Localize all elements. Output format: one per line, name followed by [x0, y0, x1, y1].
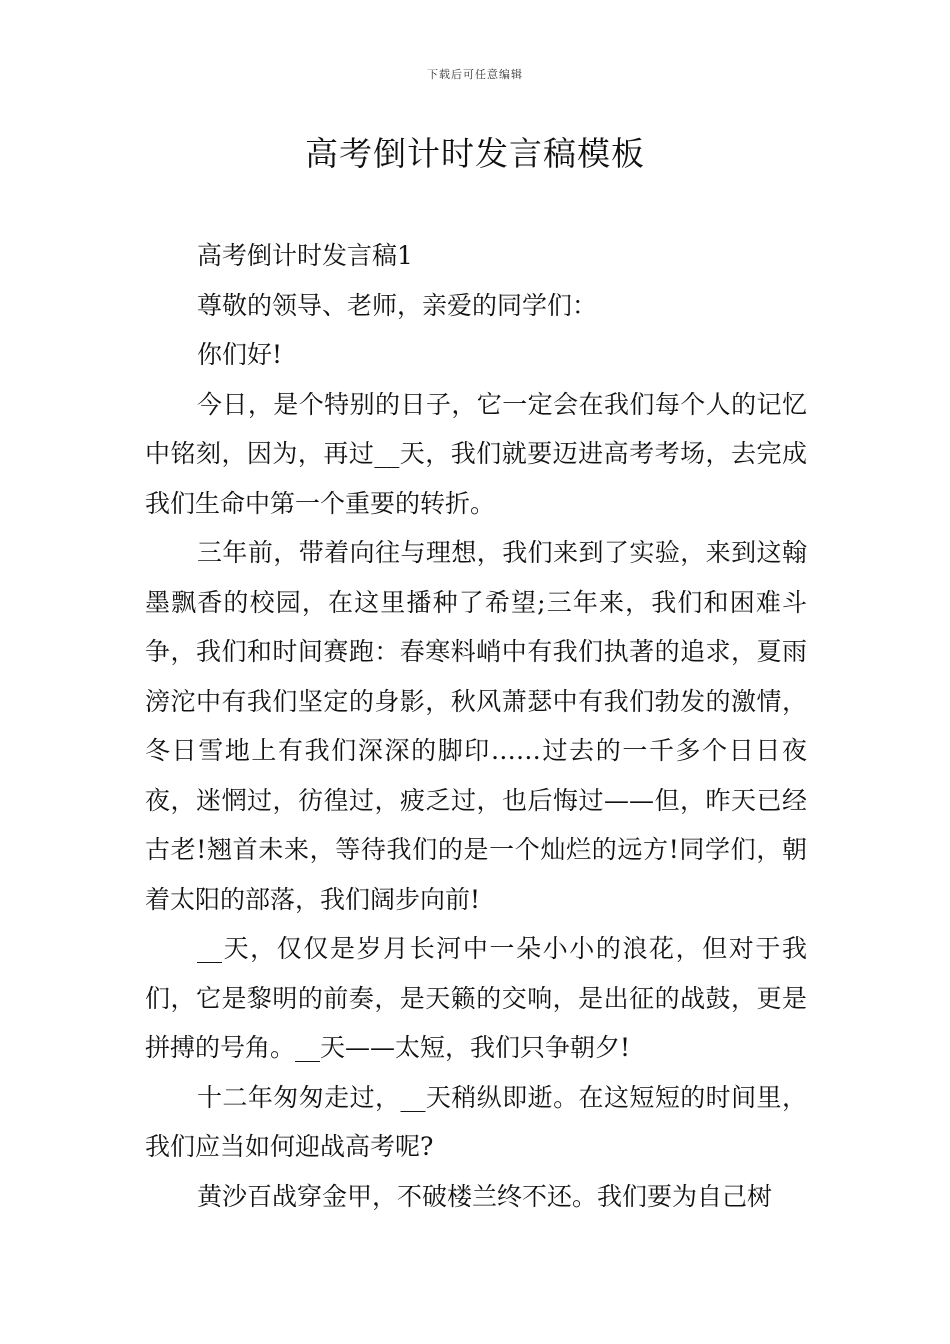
document-title: 高考倒计时发言稿模板 [305, 134, 645, 173]
body-paragraph: 黄沙百战穿金甲，不破楼兰终不还。我们要为自己树 [197, 1181, 773, 1211]
salutation: 尊敬的领导、老师，亲爱的同学们： [197, 290, 598, 320]
greeting: 你们好! [197, 340, 283, 369]
body-paragraph: __天，仅仅是岁月长河中一朵小小的浪花，但对于我们，它是黎明的前奏，是天籁的交响，是出征的战鼓，更是拼搏的号角。__天——太短，我们只争朝夕! [145, 934, 807, 1062]
body-paragraph: 三年前，带着向往与理想，我们来到了实验，来到这翰墨飘香的校园，在这里播种了希望;三年来，我们和困难斗争，我们和时间赛跑：春寒料峭中有我们执著的追求，夏雨滂沱中有我们坚定的身影，秋风萧瑟中有我们勃发的激情，冬日雪地上有我们深深的脚印……过去的一千多个日日夜夜，迷惘过，彷徨过，疲乏过，也后悔过——但，昨天已经古老!翘首未来，等待我们的是一个灿烂的远方!同学们，朝着太阳的部落，我们阔步向前! [145, 538, 807, 914]
header-note: 下载后可任意编辑 [427, 68, 523, 81]
body-paragraph: 十二年匆匆走过，__天稍纵即逝。在这短短的时间里，我们应当如何迎战高考呢? [145, 1082, 807, 1161]
body-paragraph: 今日，是个特别的日子，它一定会在我们每个人的记忆中铭刻，因为，再过__天，我们就要迈进高考考场，去完成我们生命中第一个重要的转折。 [145, 389, 807, 518]
section-heading: 高考倒计时发言稿1 [197, 241, 413, 270]
document-body [145, 231, 807, 1221]
